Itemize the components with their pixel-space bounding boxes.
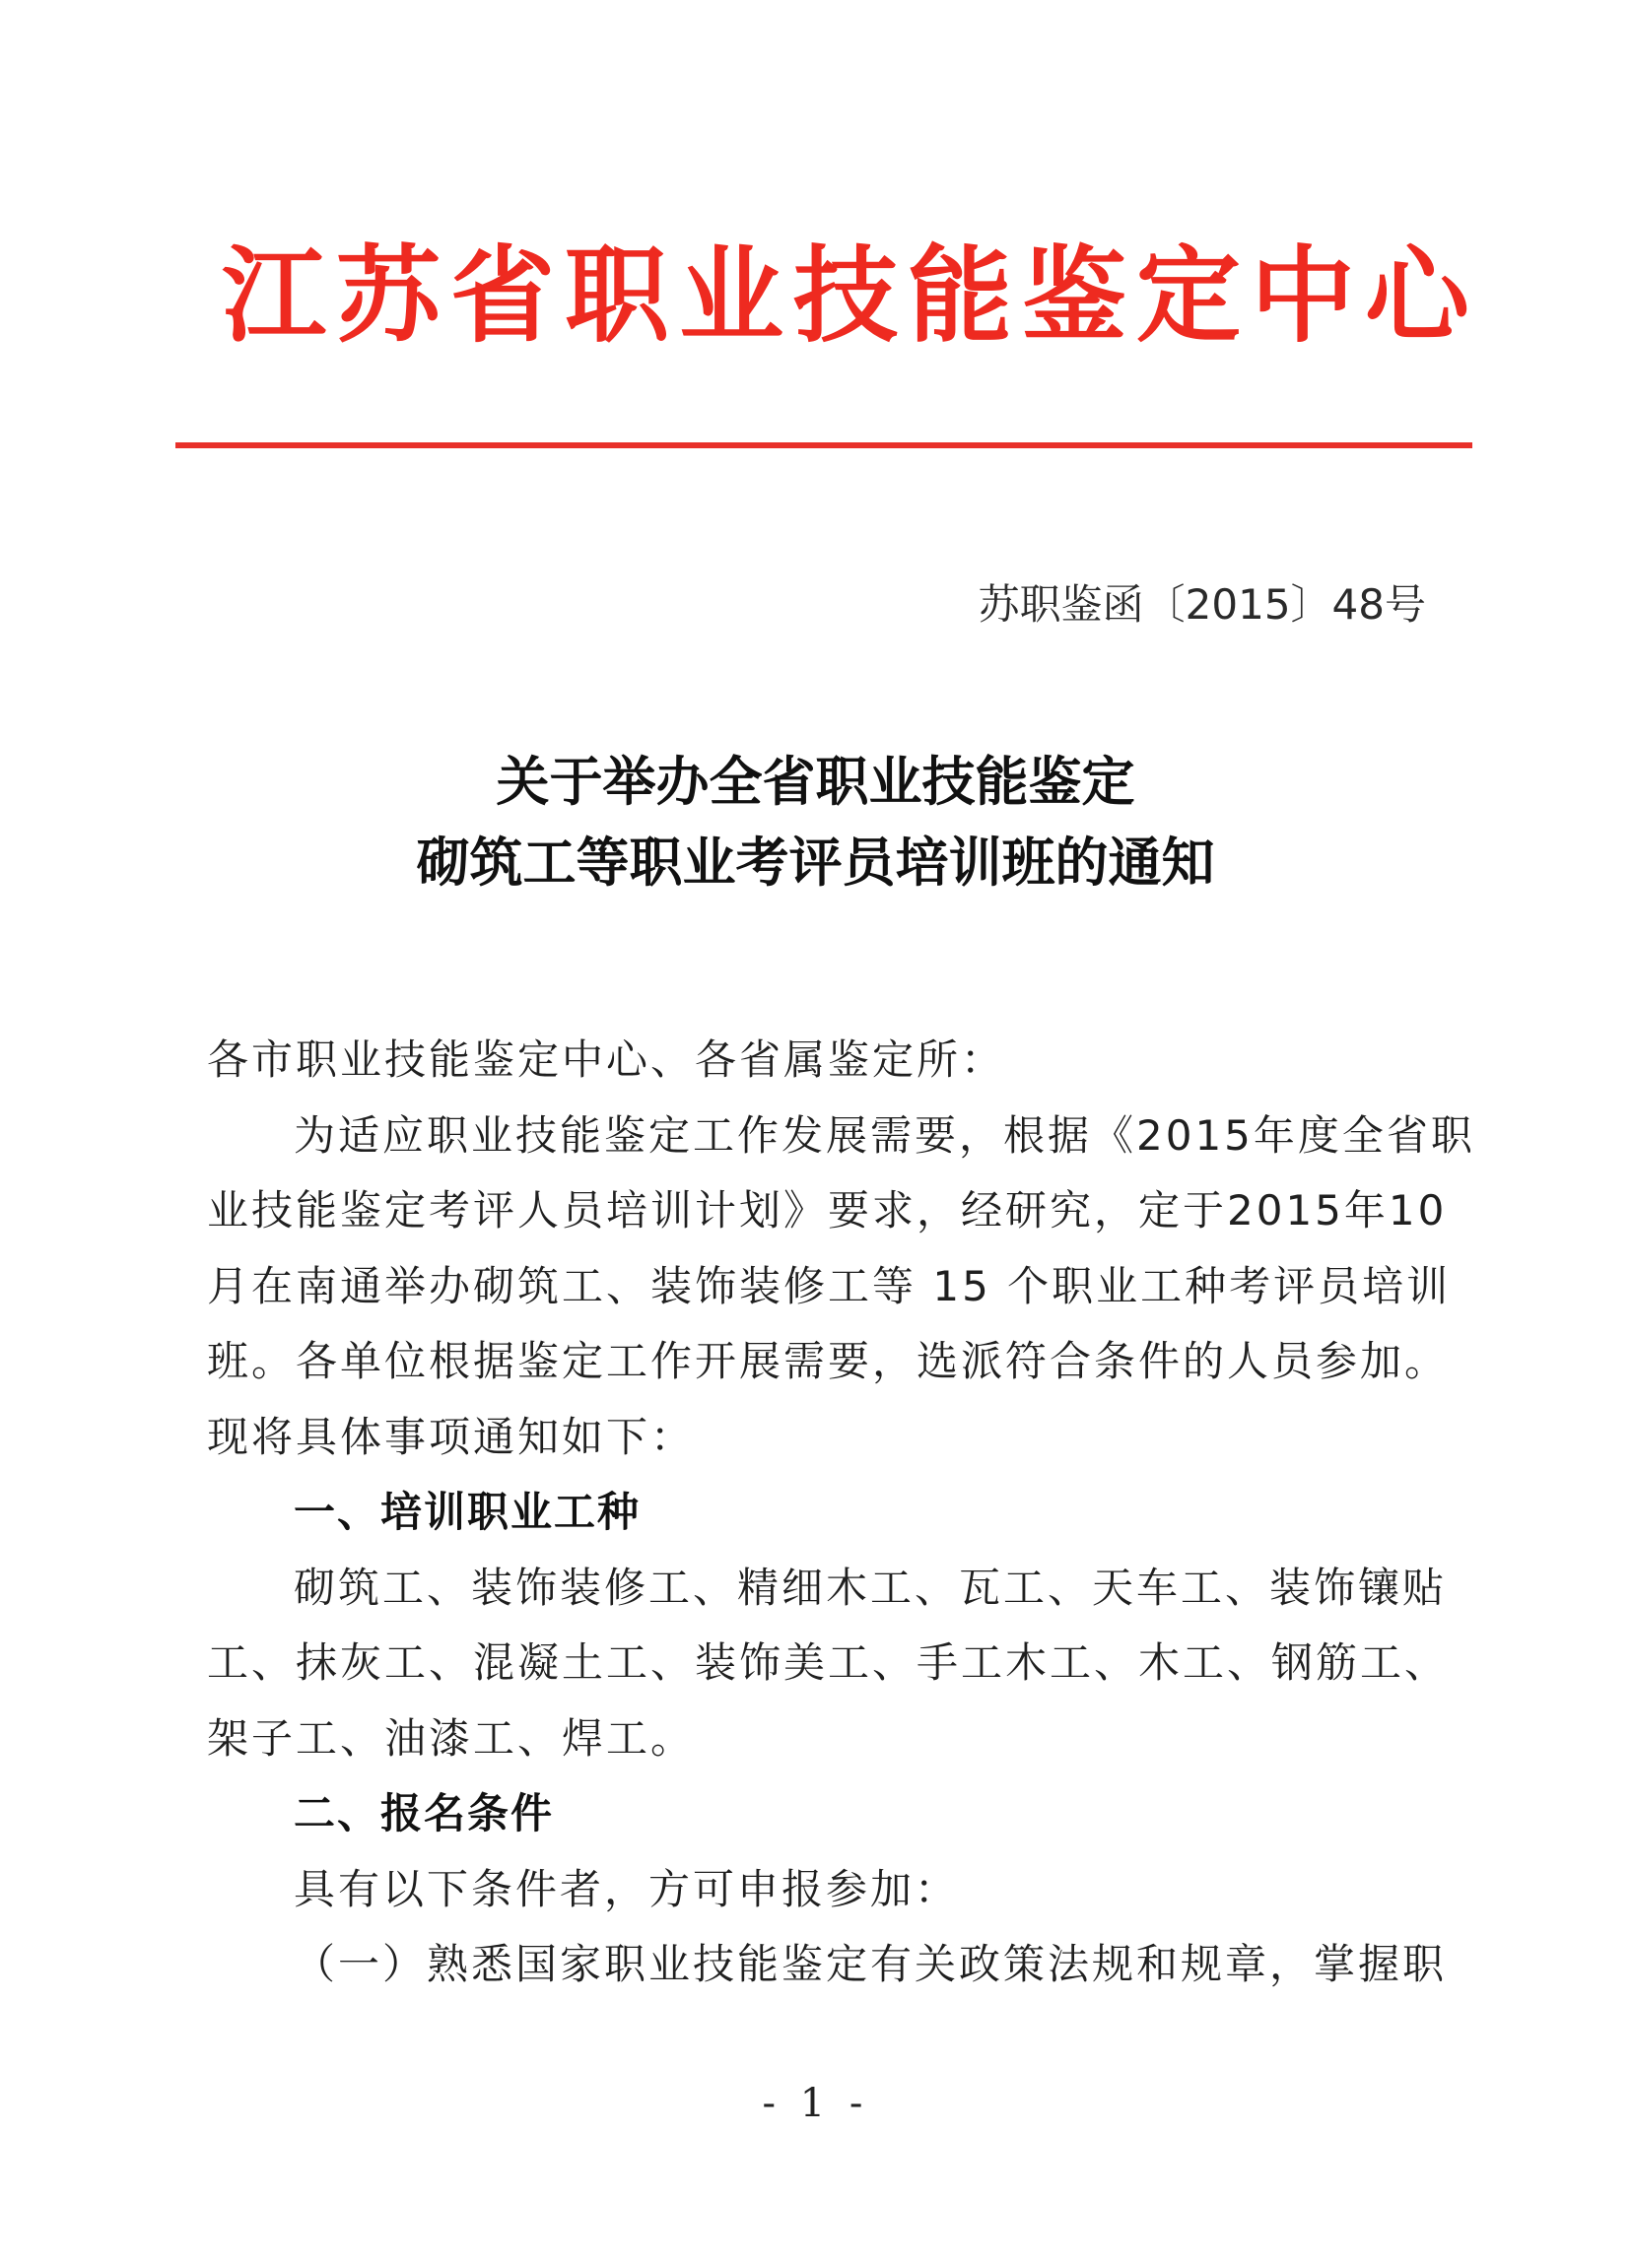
salutation: 各市职业技能鉴定中心、各省属鉴定所： [207, 1035, 1006, 1084]
body-line: 为适应职业技能鉴定工作发展需要，根据《2015年度全省职 [294, 1110, 1475, 1160]
notice-body [207, 1023, 1475, 2003]
body-line: 班。各单位根据鉴定工作开展需要，选派符合条件的人员参加。 [207, 1337, 1450, 1385]
notice-title-line-1: 关于举办全省职业技能鉴定 [496, 750, 1135, 813]
body-line: 砌筑工、装饰装修工、精细木工、瓦工、天车工、装饰镶贴 [294, 1563, 1448, 1612]
body-line: 业技能鉴定考评人员培训计划》要求，经研究，定于2015年10 [207, 1186, 1448, 1234]
body-line: 现将具体事项通知如下： [207, 1412, 696, 1461]
page-number: - 1 - [762, 2081, 869, 2126]
letterhead-divider [175, 442, 1472, 448]
body-line: 月在南通举办砌筑工、装饰装修工等 15 个职业工种考评员培训 [207, 1261, 1452, 1310]
section-heading: 一、培训职业工种 [294, 1488, 642, 1536]
body-line: （一）熟悉国家职业技能鉴定有关政策法规和规章，掌握职 [294, 1940, 1448, 1988]
body-line: 具有以下条件者，方可申报参加： [294, 1864, 960, 1913]
notice-title [0, 741, 1631, 902]
notice-title-line-2: 砌筑工等职业考评员培训班的通知 [416, 831, 1215, 894]
body-line: 架子工、油漆工、焊工。 [207, 1713, 696, 1763]
body-line: 工、抹灰工、混凝土工、装饰美工、手工木工、木工、钢筋工、 [207, 1638, 1450, 1687]
document-number: 苏职鉴函〔2015〕48号 [978, 580, 1426, 629]
letterhead-title: 江苏省职业技能鉴定中心 [222, 233, 1479, 357]
section-heading: 二、报名条件 [294, 1789, 555, 1837]
